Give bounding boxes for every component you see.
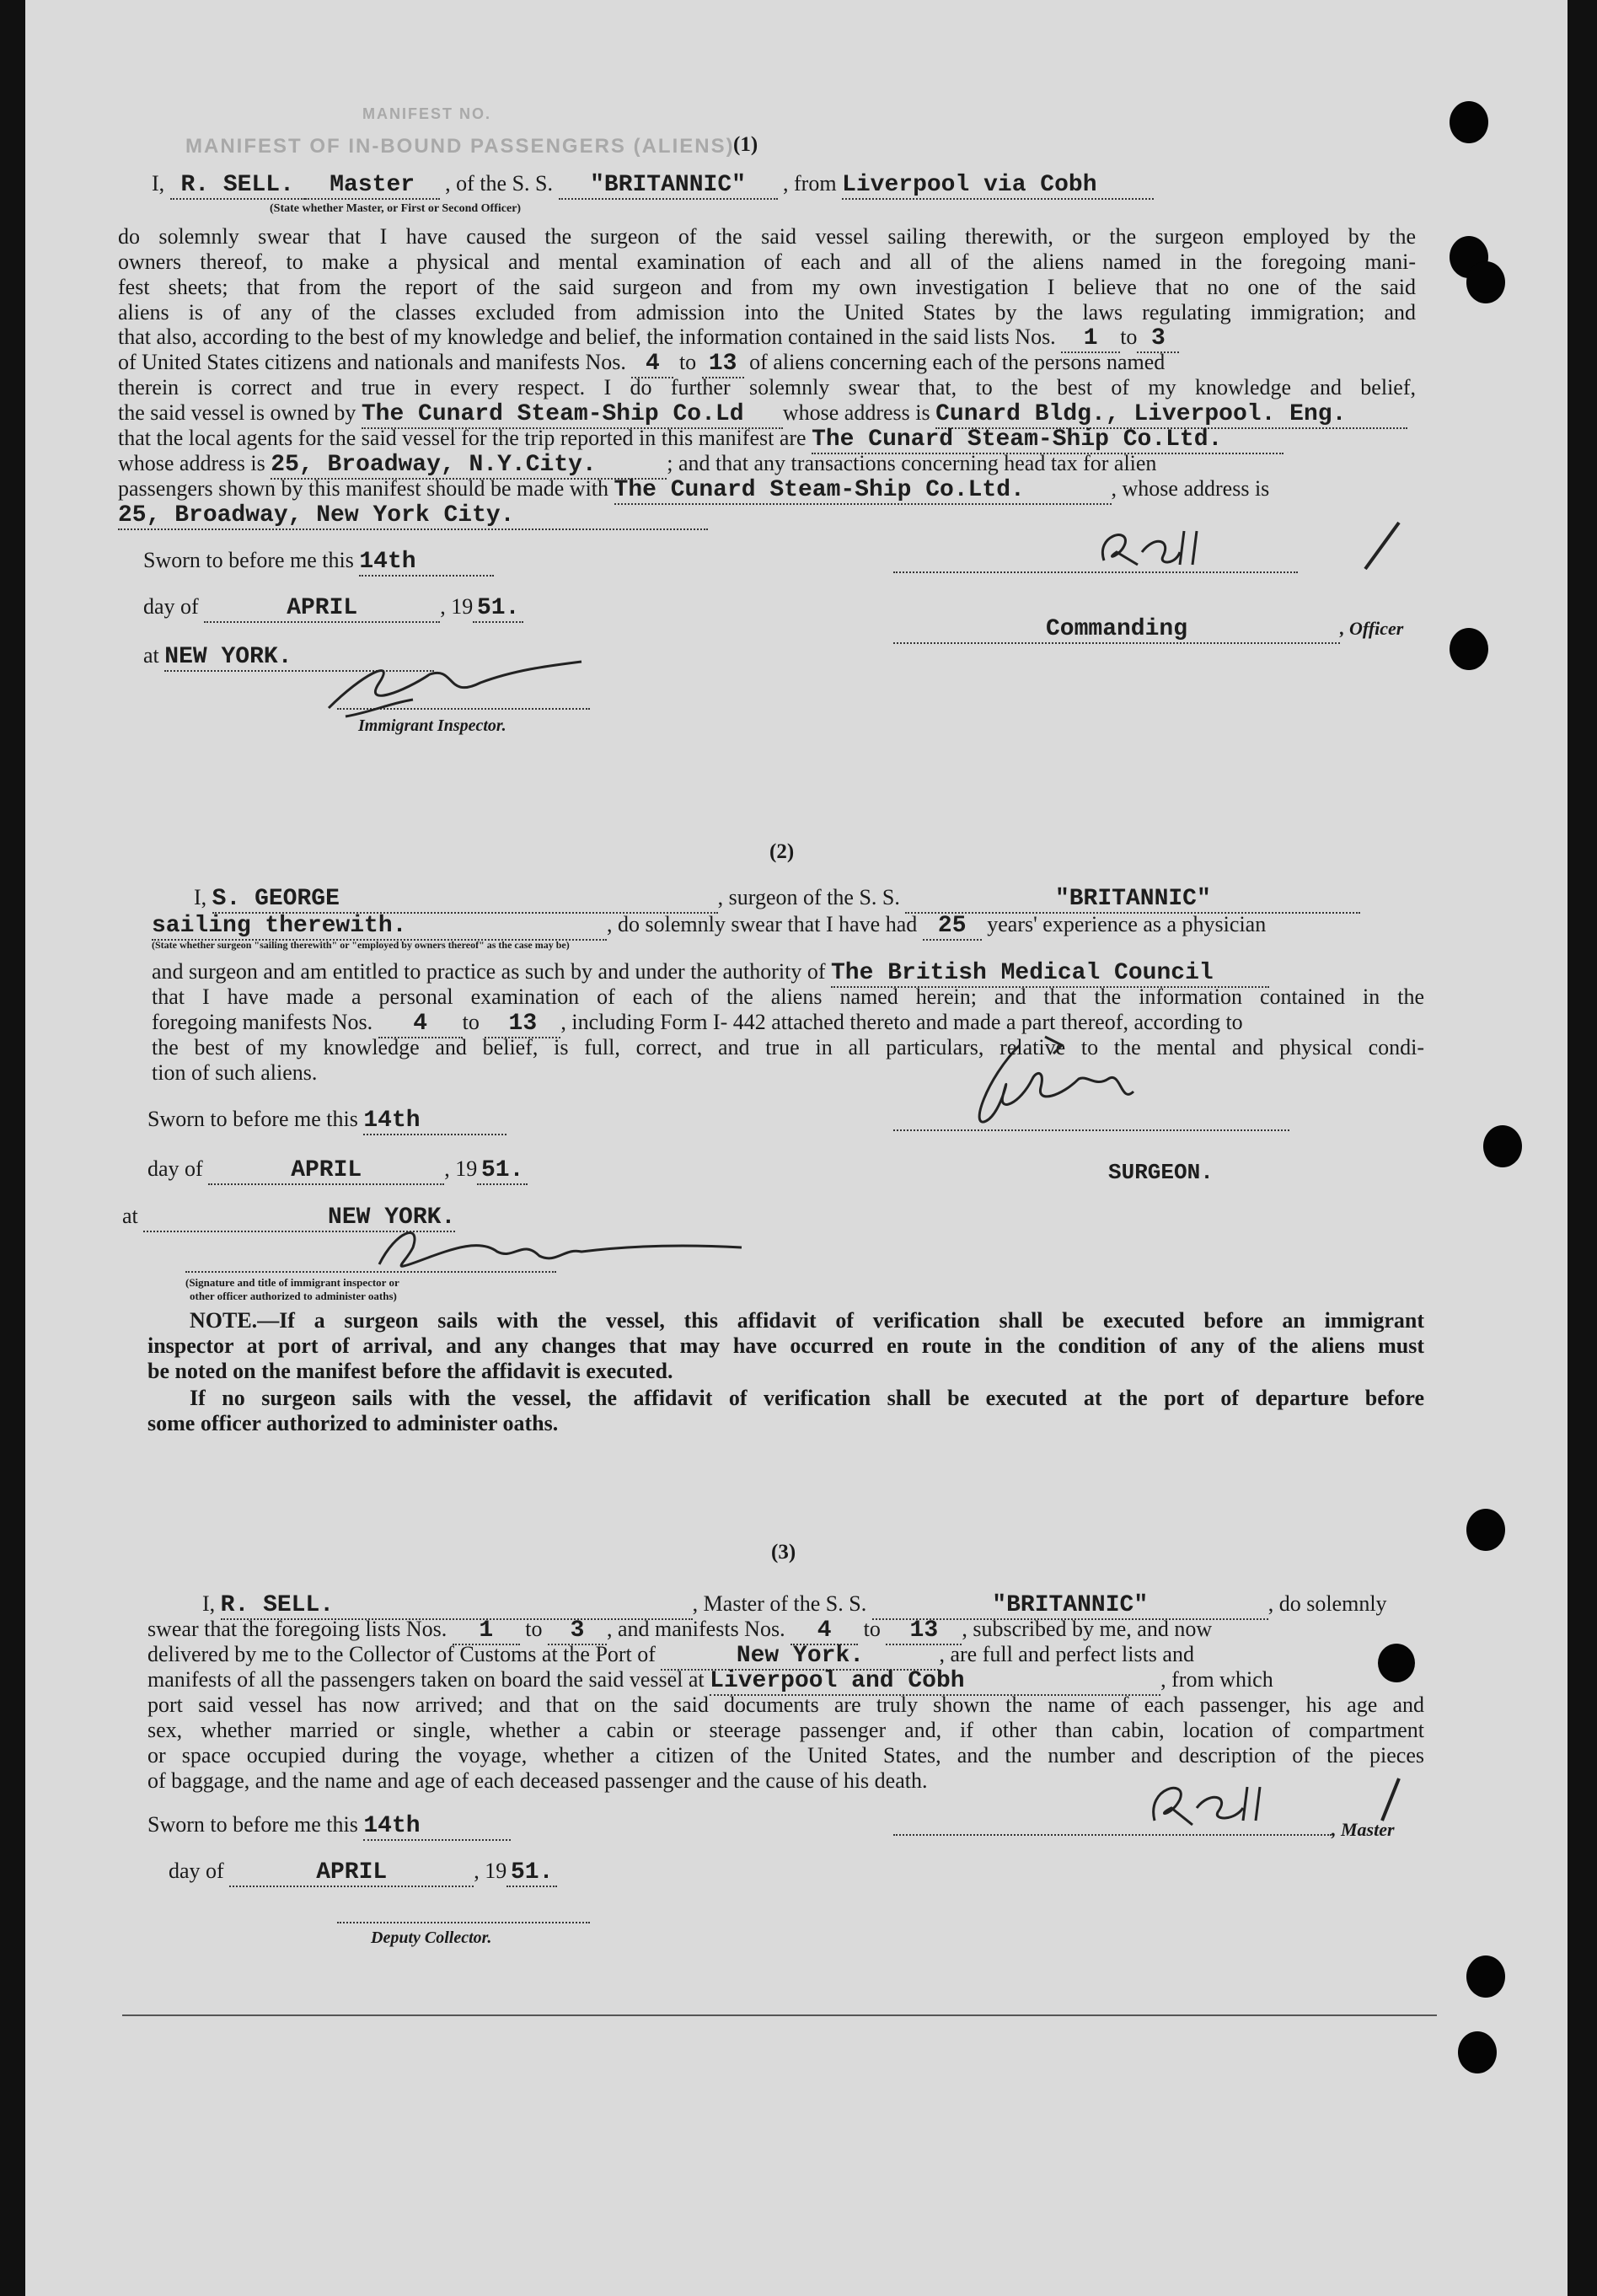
experience-line: sailing therewith. , do solemnly swear that I have had 25 years' experience as a physician [152, 912, 1267, 939]
section-number: (2) [769, 840, 795, 863]
sworn-line: Sworn to before me this 14th [147, 1107, 506, 1135]
oath-line: of baggage, and the name and age of each deceased passenger and the cause of his death. [147, 1768, 928, 1793]
inspector-caption: other officer authorized to administer oaths) [190, 1290, 397, 1302]
manifests-line: of United States citizens and nationals and manifests Nos. 4 to 13 of aliens concerning each of the persons named [118, 350, 1166, 377]
agents-address: 25, Broadway, N.Y.City. [271, 453, 667, 480]
commanding-line: Commanding , Officer [893, 615, 1403, 644]
master-signature [1079, 518, 1433, 577]
signature-line [337, 1922, 590, 1923]
embark-ports: Liverpool and Cobh [710, 1669, 1160, 1696]
place-line: at NEW YORK. [122, 1204, 456, 1231]
master-line: I, R. SELL. Master , of the S. S. "BRITANNIC" , from Liverpool via Cobh [152, 171, 1517, 200]
owner-name: The Cunard Steam-Ship Co.Ld [362, 402, 783, 429]
oath-line: port said vessel has now arrived; and that on the said documents are truly shown the name of each passenger, his age and [147, 1692, 1424, 1717]
from-port: Liverpool via Cobh [842, 173, 1154, 200]
lists-line: that also, according to the best of my knowledge and belief, the information contained in the said lists Nos. 1 to 3 [118, 325, 1179, 353]
sworn-line: Sworn to before me this 14th [147, 1812, 511, 1841]
oath-line: fest sheets; that from the report of the said surgeon and from my own investigation I believe that no one of the said [118, 275, 1416, 299]
inspector-caption: Immigrant Inspector. [358, 716, 506, 735]
port: New York. [661, 1644, 939, 1671]
ship-name: "BRITANNIC" [872, 1593, 1268, 1620]
authority-line: and surgeon and am entitled to practice as such by and under the authority of The British Medical Council [152, 959, 1269, 988]
punch-hole [1466, 1955, 1505, 1998]
agents-address-line: whose address is 25, Broadway, N.Y.City. ; and that any transactions concerning head tax for alien [118, 451, 1157, 478]
owner-line: the said vessel is owned by The Cunard Steam-Ship Co.Ld whose address is Cunard Bldg., Liverpool. Eng. [118, 400, 1407, 429]
agents-line: that the local agents for the said vessel for the trip reported in this manifest are The Cunard Steam-Ship Co.Ltd. [118, 426, 1283, 454]
tax-address-line [118, 502, 708, 530]
master-signature [1129, 1770, 1424, 1837]
inspector-caption: (Signature and title of immigrant inspector or [185, 1276, 399, 1289]
port-line: delivered by me to the Collector of Customs at the Port of New York. , are full and perfect lists and [147, 1642, 1194, 1669]
master-rank: Master [305, 173, 440, 200]
note-line: be noted on the manifest before the affidavit is executed. [147, 1359, 673, 1383]
oath-line: therein is correct and true in every respect. I do further solemnly swear that, to the best of my knowledge and belief, [118, 375, 1416, 400]
bleed-through-text: MANIFEST NO. [362, 105, 491, 122]
tax-address: 25, Broadway, New York City. [118, 503, 708, 530]
date-line: day of APRIL , 19 51. [143, 594, 523, 623]
ship-name: "BRITANNIC" [905, 887, 1360, 914]
oath-line: tion of such aliens. [152, 1060, 318, 1085]
surgeon-caption: (State whether surgeon "sailing therewith" or "employed by owners thereof" as the case may be) [152, 939, 570, 951]
sworn-line: Sworn to before me this 14th [143, 548, 494, 577]
note-line: If no surgeon sails with the vessel, the affidavit of verification shall be executed at the port of departure before [190, 1386, 1424, 1410]
collector-caption: Deputy Collector. [371, 1929, 492, 1947]
embark-line: manifests of all the passengers taken on board the said vessel at Liverpool and Cobh , from which [147, 1667, 1273, 1694]
punch-hole [1466, 1509, 1505, 1551]
surgeon-line: I, S. GEORGE , surgeon of the S. S. "BRITANNIC" [194, 885, 1360, 914]
surgeon-title: SURGEON. [1108, 1160, 1214, 1185]
document-page [25, 0, 1568, 2296]
date-line: day of APRIL , 19 51. [169, 1859, 557, 1887]
punch-hole [1450, 101, 1488, 143]
surgeon-name: S. GEORGE [212, 887, 718, 914]
master-line: I, R. SELL. , Master of the S. S. "BRITANNIC" , do solemnly [202, 1591, 1387, 1618]
oath-line: do solemnly swear that I have caused the surgeon of the said vessel sailing therewith, or the surgeon employed by the [118, 224, 1416, 249]
rank-caption: (State whether Master, or First or Second Officer) [270, 202, 522, 215]
master-name: R. SELL. [170, 173, 305, 200]
note-line: NOTE.—If a surgeon sails with the vessel, this affidavit of verification shall be executed before an immigrant [190, 1308, 1424, 1333]
section-number: (1) [733, 133, 758, 156]
punch-hole [1466, 261, 1505, 303]
master-name: R. SELL. [221, 1593, 693, 1620]
surgeon-signature [952, 1028, 1205, 1146]
punch-hole [1378, 1644, 1415, 1682]
oath-line: or space occupied during the voyage, whether a citizen of the United States, and the number and description of the pieces [147, 1743, 1424, 1768]
punch-hole [1483, 1125, 1522, 1167]
tax-agent: The Cunard Steam-Ship Co.Ltd. [614, 478, 1112, 505]
authority: The British Medical Council [831, 961, 1269, 988]
oath-line: aliens is of any of the classes excluded from admission into the United States by the laws regulating immigration; and [118, 300, 1416, 325]
ship-name: "BRITANNIC" [559, 173, 778, 200]
bleed-through-text: MANIFEST OF IN-BOUND PASSENGERS (ALIENS) [185, 135, 735, 158]
punch-hole [1458, 2031, 1497, 2073]
lists-line: swear that the foregoing lists Nos. 1 to 3 , and manifests Nos. 4 to 13 , subscribed by me, and now [147, 1617, 1213, 1644]
inspector-signature [346, 1214, 784, 1281]
oath-line: sex, whether married or single, whether a cabin or steerage passenger and, if other than cabin, location of compartment [147, 1718, 1424, 1742]
agents-name: The Cunard Steam-Ship Co.Ltd. [812, 427, 1283, 454]
section-number: (3) [771, 1541, 796, 1564]
punch-hole [1450, 628, 1488, 670]
inspector-signature [312, 649, 615, 725]
bottom-rule [122, 2014, 1437, 2016]
oath-line: the best of my knowledge and belief, is full, correct, and true in all particulars, relative to the mental and physical condi- [152, 1035, 1424, 1059]
master-sign-line: , Master [893, 1816, 1395, 1843]
oath-line: that I have made a personal examination of each of the aliens named herein; and that the information contained in the [152, 984, 1424, 1009]
owner-address: Cunard Bldg., Liverpool. Eng. [935, 402, 1407, 429]
tax-agent-line: passengers shown by this manifest should be made with The Cunard Steam-Ship Co.Ltd. , whose address is [118, 476, 1270, 503]
place-line: at NEW YORK. [143, 643, 434, 672]
note-line: some officer authorized to administer oaths. [147, 1411, 559, 1435]
manifests-line: foregoing manifests Nos. 4 to 13 , including Form I- 442 attached thereto and made a part thereof, according to [152, 1010, 1243, 1037]
date-line: day of APRIL , 19 51. [147, 1156, 528, 1185]
oath-line: owners thereof, to make a physical and mental examination of each and all of the aliens named in the foregoing mani- [118, 249, 1416, 274]
note-line: inspector at port of arrival, and any changes that may have occurred en route in the condition of any of the aliens must [147, 1333, 1424, 1358]
